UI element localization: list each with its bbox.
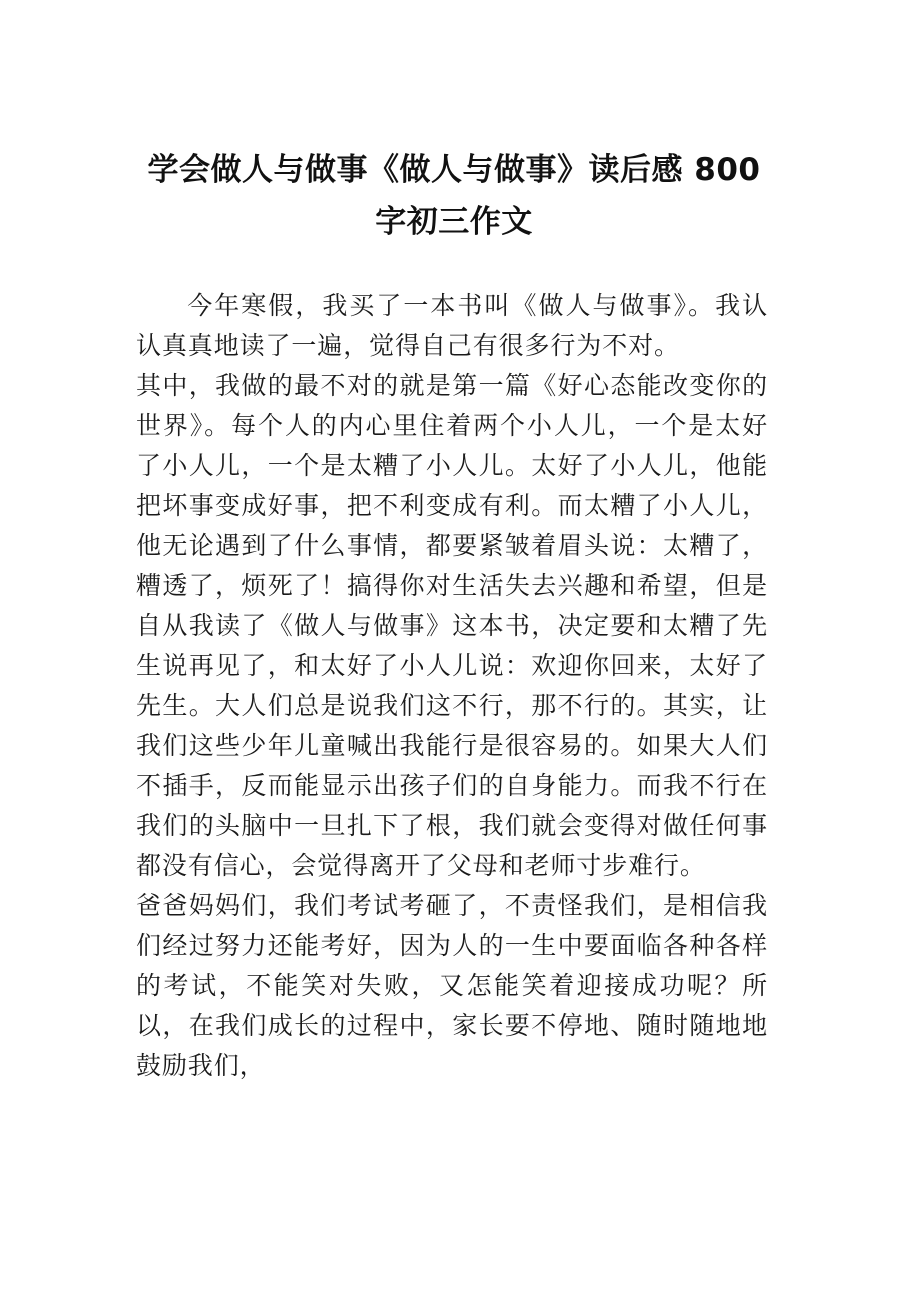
- page-title: [130, 144, 778, 248]
- document-body: [136, 286, 768, 1086]
- page-title-line-1: 学会做人与做事《做人与做事》读后感 800: [147, 152, 761, 188]
- body-paragraph: 其中，我做的最不对的就是第一篇《好心态能改变你的世界》。每个人的内心里住着两个小人儿，一个是太好了小人儿，一个是太糟了小人儿。太好了小人儿，他能把坏事变成好事，把不利变成有利。而太糟了小人儿，他无论遇到了什么事情，都要紧皱着眉头说：太糟了，糟透了，烦死了！搞得你对生活失去兴趣和希望，但是自从我读了《做人与做事》这本书，决定要和太糟了先生说再见了，和太好了小人儿说：欢迎你回来，太好了先生。大人们总是说我们这不行，那不行的。其实，让我们这些少年儿童喊出我能行是很容易的。如果大人们不插手，反而能显示出孩子们的自身能力。而我不行在我们的头脑中一旦扎下了根，我们就会变得对做任何事都没有信心，会觉得离开了父母和老师寸步难行。: [136, 371, 768, 880]
- page-title-line-2: 字初三作文: [375, 204, 533, 240]
- body-paragraph: 爸爸妈妈们，我们考试考砸了，不责怪我们，是相信我们经过努力还能考好，因为人的一生中要面临各种各样的考试，不能笑对失败，又怎能笑着迎接成功呢？所以，在我们成长的过程中，家长要不停地、随时随地地鼓励我们，: [136, 891, 768, 1080]
- body-paragraph: 今年寒假，我买了一本书叫《做人与做事》。我认认真真地读了一遍，觉得自己有很多行为不对。: [136, 291, 768, 360]
